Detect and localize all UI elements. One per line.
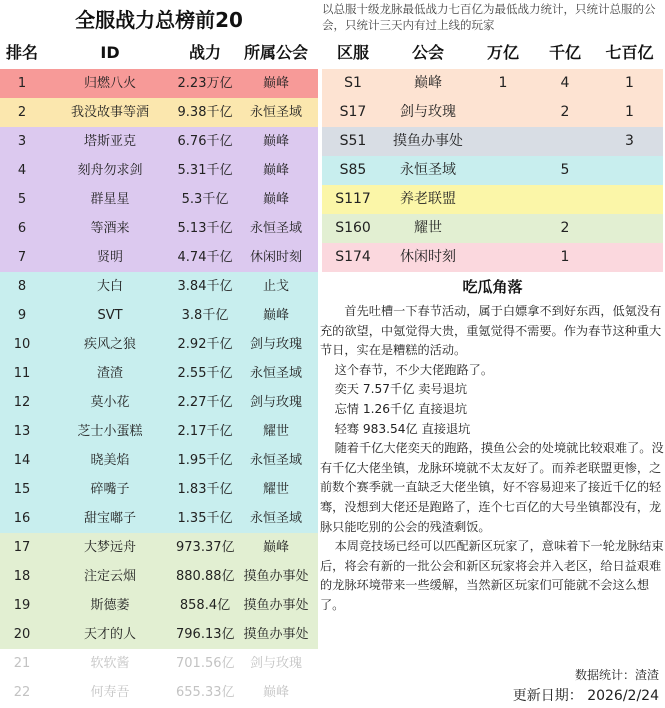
gossip-paragraph: 轻骞 983.54亿 直接退坑: [334, 421, 471, 436]
ranking-row: [0, 69, 318, 98]
player-id-cell: 疾风之狼: [83, 337, 136, 352]
wanyi-count-cell: [472, 127, 534, 156]
statistics-note: 以总服十级龙脉最低战力七百亿为最低战力统计，只统计总服的公会，只统计三天内有过上线的玩家: [322, 2, 656, 32]
player-id-cell: SVT: [97, 308, 123, 323]
update-date: 更新日期： 2026/2/24: [512, 688, 659, 704]
ranking-row: [0, 272, 318, 301]
gossip-paragraph: 本周竞技场已经可以匹配新区玩家了，意味着下一轮龙脉结束后，将会有新的一批公会和新区玩家将会并入老区，给日益艰难的龙脉环境带来一些缓解，当然新区玩家们可能就不会这么想了。: [320, 539, 664, 612]
qianyi-count-cell: [534, 185, 596, 214]
rank-cell: 20: [13, 627, 31, 642]
rank-cell: 8: [17, 279, 27, 294]
rank-cell: 21: [13, 656, 31, 671]
server-row: [322, 127, 663, 156]
player-id-cell: 天才的人: [83, 627, 136, 642]
server-guild-cell: 养老联盟: [400, 191, 456, 207]
rank-cell: 9: [17, 308, 27, 323]
ranking-row: [0, 620, 318, 649]
rank-cell: 11: [13, 366, 31, 381]
wanyi-count-cell: [472, 243, 534, 272]
power-cell: 2.55千亿: [177, 366, 233, 381]
wanyi-count-cell: [472, 214, 534, 243]
qianyi-count-cell: [534, 127, 596, 156]
player-id-cell: 甜宝嘟子: [83, 511, 136, 526]
guild-cell: 巅峰: [262, 192, 289, 207]
server-row: [322, 156, 663, 185]
ranking-row: [0, 649, 318, 678]
power-cell: 5.31千亿: [177, 163, 233, 178]
server-row: [322, 243, 663, 272]
power-cell: 4.74千亿: [177, 250, 233, 265]
stats-credit: 数据统计：渣渣: [574, 668, 659, 682]
guild-cell: 巅峰: [262, 685, 289, 700]
page-title: 全服战力总榜前20: [75, 8, 243, 32]
player-id-cell: 贤明: [96, 250, 123, 265]
qibaiyi-count-cell: [596, 185, 663, 214]
server-guild-cell: 剑与玫瑰: [400, 104, 456, 120]
player-id-cell: 等酒来: [90, 221, 130, 236]
ranking-row: [0, 417, 318, 446]
player-id-cell: 塔斯亚克: [83, 134, 136, 149]
server-cell: S160: [335, 220, 371, 236]
header-wanyi: 万亿: [486, 43, 519, 62]
ranking-row: [0, 388, 318, 417]
ranking-row: [0, 98, 318, 127]
gossip-paragraph: 随着千亿大佬奕天的跑路，摸鱼公会的处境就比较艰难了。没有千亿大佬坐镇，龙脉环境就不太友好了。而养老联盟更惨，之前数个赛季就一直缺乏大佬坐镇，好不容易迎来了接近千亿的轻骞，没想到大佬还是跑路了，连个七百亿的大号坐镇都没有，龙脉只能吃别的公会的残渣剩饭。: [320, 441, 664, 534]
server-row: [322, 185, 663, 214]
ranking-row: [0, 591, 318, 620]
guild-cell: 剑与玫瑰: [249, 395, 302, 410]
player-id-cell: 归燃八火: [83, 76, 136, 91]
rank-cell: 16: [13, 511, 31, 526]
server-cell: S85: [339, 162, 367, 178]
guild-cell: 永恒圣域: [249, 511, 302, 526]
qibaiyi-count-cell: [596, 243, 663, 272]
power-cell: 1.35千亿: [177, 511, 233, 526]
qibaiyi-count-cell: [596, 214, 663, 243]
ranking-row: [0, 446, 318, 475]
guild-cell: 永恒圣域: [249, 453, 302, 468]
ranking-row: [0, 678, 318, 707]
gossip-paragraph: 这个春节，不少大佬跑路了。: [334, 362, 494, 377]
rank-cell: 12: [13, 395, 31, 410]
power-cell: 655.33亿: [176, 685, 234, 700]
gossip-paragraph: 奕天 7.57千亿 卖号退坑: [334, 382, 468, 397]
power-cell: 5.13千亿: [177, 221, 233, 236]
server-guild-cell: 永恒圣域: [400, 162, 456, 178]
server-row: [322, 69, 663, 98]
gossip-paragraph: 首先吐槽一下春节活动，属于白嫖拿不到好东西，低氪没有充的欲望，中氪觉得大贵，重氪觉得不需要。作为春节这种重大节日，实在是糟糕的活动。: [320, 304, 662, 358]
server-cell: S174: [335, 249, 371, 265]
qibaiyi-count-cell: 1: [625, 104, 634, 120]
gossip-paragraph: 忘情 1.26千亿 直接退坑: [334, 401, 468, 416]
power-cell: 880.88亿: [176, 569, 234, 584]
server-guild-cell: 休闲时刻: [400, 249, 456, 265]
ranking-row: [0, 214, 318, 243]
ranking-row: [0, 156, 318, 185]
rank-cell: 4: [17, 163, 27, 178]
wanyi-count-cell: [472, 156, 534, 185]
player-id-cell: 何寿吾: [90, 685, 130, 700]
power-cell: 1.83千亿: [177, 482, 233, 497]
qibaiyi-count-cell: 3: [625, 133, 634, 149]
power-cell: 9.38千亿: [177, 105, 233, 120]
power-cell: 2.92千亿: [177, 337, 233, 352]
ranking-row: [0, 562, 318, 591]
qibaiyi-count-cell: [596, 156, 663, 185]
server-guild-cell: 耀世: [414, 220, 442, 236]
power-cell: 973.37亿: [176, 540, 234, 555]
guild-cell: 耀世: [262, 482, 289, 497]
rank-cell: 7: [17, 250, 27, 265]
wanyi-count-cell: [472, 98, 534, 127]
rank-cell: 3: [17, 134, 27, 149]
guild-cell: 永恒圣域: [249, 366, 302, 381]
power-cell: 1.95千亿: [177, 453, 233, 468]
qianyi-count-cell: 2: [560, 220, 570, 236]
power-cell: 701.56亿: [176, 656, 234, 671]
ranking-row: [0, 504, 318, 533]
player-id-cell: 群星星: [90, 192, 130, 207]
header-server-guild: 公会: [411, 43, 444, 62]
header-server: 区服: [336, 43, 369, 62]
rank-cell: 10: [13, 337, 31, 352]
player-id-cell: 我没故事等酒: [70, 105, 149, 120]
header-guild: 所属公会: [243, 43, 308, 62]
server-cell: S17: [339, 104, 367, 120]
power-cell: 5.3千亿: [181, 192, 229, 207]
gossip-article: [320, 302, 665, 616]
power-cell: 3.8千亿: [181, 308, 229, 323]
rank-cell: 14: [13, 453, 31, 468]
ranking-row: [0, 330, 318, 359]
player-id-cell: 软软酱: [90, 656, 130, 671]
ranking-row: [0, 359, 318, 388]
player-id-cell: 碎嘴子: [90, 482, 130, 497]
player-id-cell: 晓美焰: [90, 453, 130, 468]
power-cell: 3.84千亿: [177, 279, 233, 294]
player-id-cell: 大白: [96, 279, 123, 294]
server-row: [322, 98, 663, 127]
guild-cell: 剑与玫瑰: [249, 656, 302, 671]
power-cell: 858.4亿: [179, 598, 231, 613]
wanyi-count-cell: 1: [498, 75, 508, 91]
header-qianyi: 千亿: [548, 43, 581, 62]
server-guild-cell: 摸鱼办事处: [393, 133, 463, 149]
power-cell: 796.13亿: [176, 627, 234, 642]
server-cell: S1: [344, 75, 362, 91]
rank-cell: 5: [17, 192, 27, 207]
header-rank: 排名: [5, 43, 38, 62]
power-cell: 6.76千亿: [177, 134, 233, 149]
wanyi-count-cell: [472, 185, 534, 214]
header-id: ID: [100, 43, 120, 62]
qianyi-count-cell: 1: [560, 249, 570, 265]
guild-cell: 休闲时刻: [249, 250, 302, 265]
player-id-cell: 芝士小蛋糕: [77, 424, 143, 439]
guild-cell: 巅峰: [262, 308, 289, 323]
header-qibaiyi: 七百亿: [605, 43, 654, 62]
rank-cell: 6: [17, 221, 27, 236]
server-guild-cell: 巅峰: [414, 75, 442, 91]
rank-cell: 2: [17, 105, 27, 120]
player-id-cell: 刻舟勿求剑: [77, 163, 143, 178]
qibaiyi-count-cell: 1: [625, 75, 634, 91]
guild-cell: 摸鱼办事处: [243, 627, 309, 642]
player-id-cell: 莫小花: [90, 395, 130, 410]
rank-cell: 15: [13, 482, 31, 497]
guild-cell: 永恒圣域: [249, 221, 302, 236]
power-cell: 2.27千亿: [177, 395, 233, 410]
guild-cell: 剑与玫瑰: [249, 337, 302, 352]
ranking-row: [0, 533, 318, 562]
server-cell: S117: [335, 191, 371, 207]
ranking-row: [0, 127, 318, 156]
qianyi-count-cell: 5: [560, 162, 570, 178]
guild-cell: 永恒圣域: [249, 105, 302, 120]
qianyi-count-cell: 2: [560, 104, 570, 120]
guild-cell: 止戈: [262, 279, 289, 294]
player-id-cell: 斯德萎: [90, 598, 130, 613]
ranking-row: [0, 301, 318, 330]
guild-cell: 巅峰: [262, 163, 289, 178]
guild-cell: 摸鱼办事处: [243, 569, 309, 584]
server-cell: S51: [339, 133, 367, 149]
rank-cell: 22: [13, 685, 31, 700]
guild-cell: 巅峰: [262, 76, 289, 91]
ranking-row: [0, 243, 318, 272]
ranking-row: [0, 475, 318, 504]
guild-cell: 摸鱼办事处: [243, 598, 309, 613]
power-cell: 2.23万亿: [177, 76, 233, 91]
server-row: [322, 214, 663, 243]
qianyi-count-cell: 4: [560, 75, 570, 91]
ranking-row: [0, 185, 318, 214]
guild-cell: 巅峰: [262, 134, 289, 149]
rank-cell: 13: [13, 424, 31, 439]
guild-cell: 耀世: [262, 424, 289, 439]
rank-cell: 17: [13, 540, 31, 555]
player-id-cell: 大梦远舟: [83, 540, 136, 555]
player-id-cell: 注定云烟: [83, 569, 136, 584]
rank-cell: 1: [17, 76, 27, 91]
rank-cell: 19: [13, 598, 31, 613]
header-power: 战力: [188, 43, 221, 62]
gossip-title: 吃瓜角落: [462, 278, 523, 296]
power-cell: 2.17千亿: [177, 424, 233, 439]
player-id-cell: 渣渣: [96, 366, 123, 381]
guild-cell: 巅峰: [262, 540, 289, 555]
rank-cell: 18: [13, 569, 31, 584]
